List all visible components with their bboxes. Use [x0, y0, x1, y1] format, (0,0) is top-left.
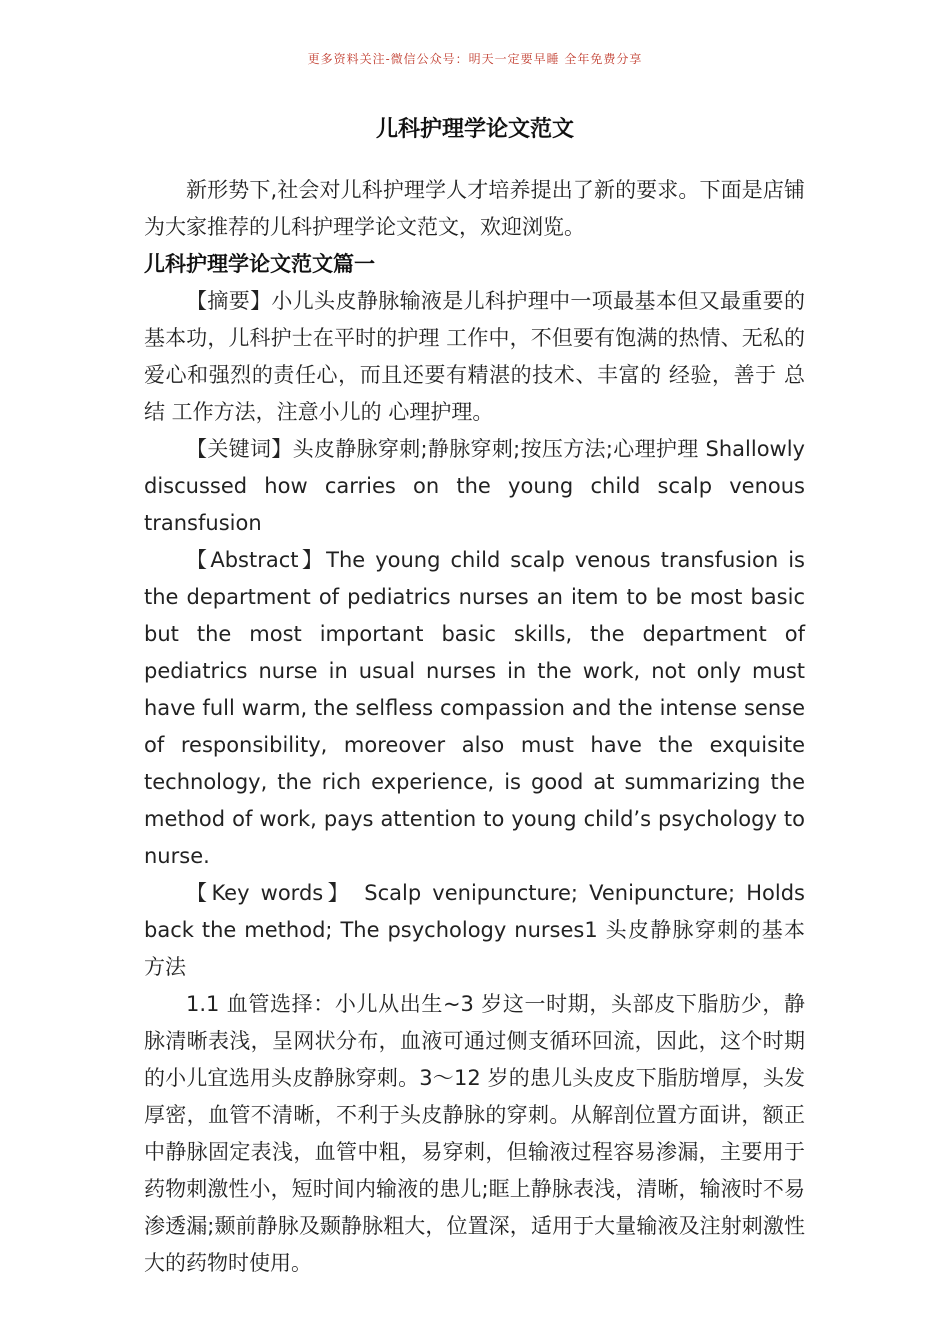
intro-paragraph: 新形势下,社会对儿科护理学人才培养提出了新的要求。下面是店铺为大家推荐的儿科护理学论文范文，欢迎浏览。 [144, 178, 805, 239]
document-title: 儿科护理学论文范文 [375, 117, 574, 142]
section-1-1-paragraph: 1.1 血管选择：小儿从出生~3 岁这一时期，头部皮下脂肪少，静脉清晰表浅，呈网状分布，血液可通过侧支循环回流，因此，这个时期的小儿宜选用头皮静脉穿刺。3～12 岁的患儿头皮皮下脂肪增厚，头发厚密，血管不清晰，不利于头皮静脉的穿刺。从解剖位置方面讲，额正中静脉固定表浅，血管中粗，易穿刺，但输液过程容易渗漏，主要用于药物刺激性小，短时间内输液的患儿;眶上静脉表浅，清晰，输液时不易渗透漏;颞前静脉及颞静脉粗大，位置深，适用于大量输液及注射刺激性大的药物时使用。 [144, 992, 805, 1275]
section-heading: 儿科护理学论文范文篇一 [144, 252, 375, 276]
keywords-en-paragraph: 【Key words】 Scalp venipuncture; Venipuncture; Holds back the method; The psychology nurses1 头皮静脉穿刺的基本方法 [144, 881, 805, 979]
keywords-cn-paragraph: 【关键词】头皮静脉穿刺;静脉穿刺;按压方法;心理护理 Shallowly discussed how carries on the young child scalp venous transfusion [144, 437, 805, 535]
header-banner: 更多资料关注-微信公众号：明天一定要早睡 全年免费分享 [307, 52, 643, 66]
abstract-en-paragraph: 【Abstract】The young child scalp venous transfusion is the department of pediatrics nurses an item to be most basic but the most important basic skills, the department of pediatrics nurse in usual nurses in the work, not only must have full warm, the selfless compassion and the intense sense of responsibility, moreover also must have the exquisite technology, the rich experience, is good at summarizing the method of work, pays attention to young child’s psychology to nurse. [144, 548, 805, 868]
document-body [144, 172, 805, 1282]
abstract-cn-paragraph: 【摘要】小儿头皮静脉输液是儿科护理中一项最基本但又最重要的基本功，儿科护士在平时的护理 工作中，不但要有饱满的热情、无私的爱心和强烈的责任心，而且还要有精湛的技术、丰富的 经验，善于 总结 工作方法，注意小儿的 心理护理。 [144, 289, 805, 424]
